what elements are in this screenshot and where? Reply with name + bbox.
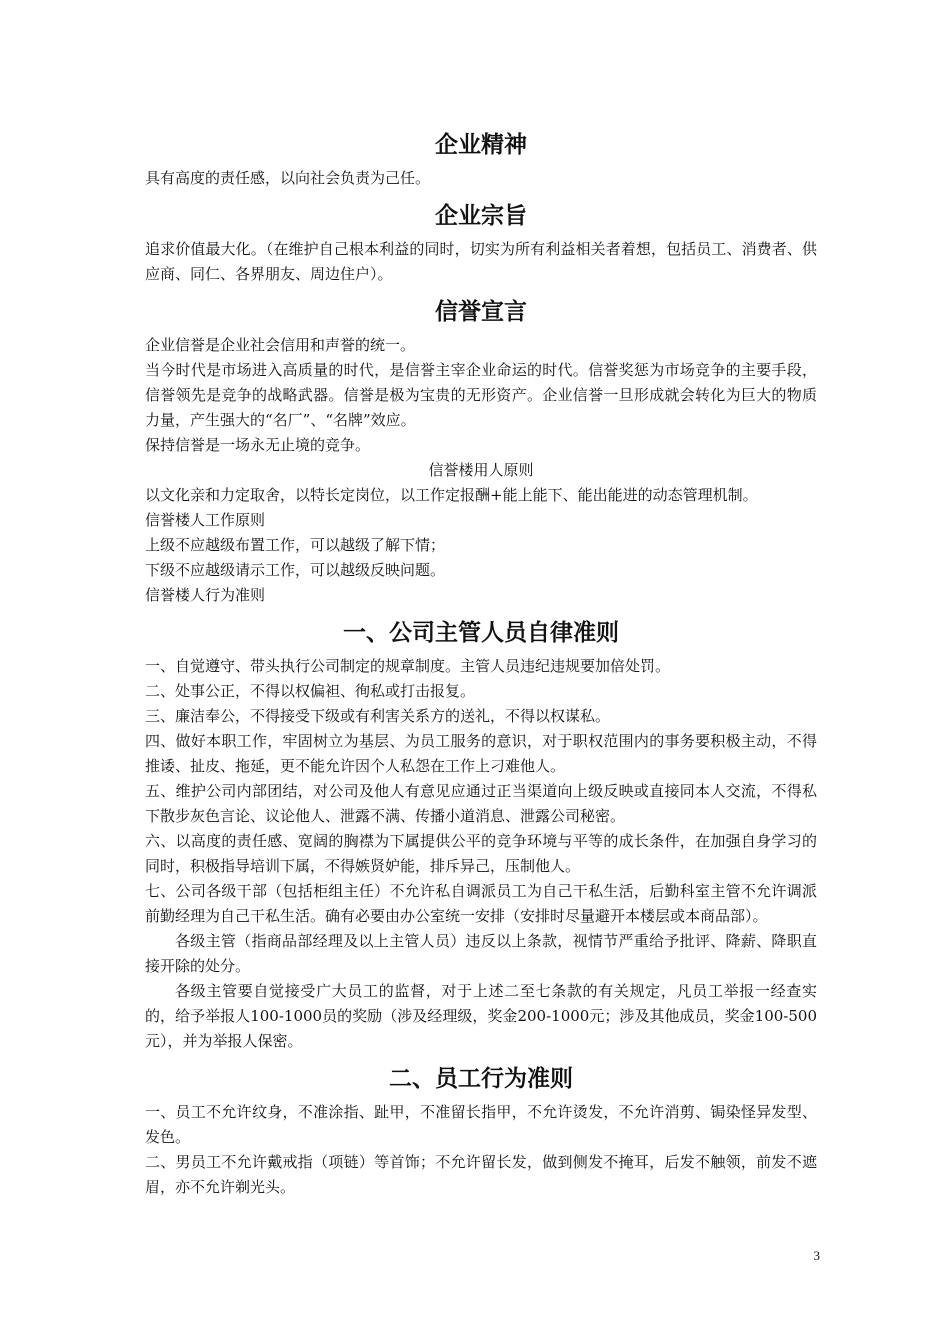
list-item: 五、维护公司内部团结，对公司及他人有意见应通过正当渠道向上级反映或直接同本人交流，不得私下散步灰色言论、议论他人、泄露不满、传播小道消息、泄露公司秘密。 <box>145 782 817 825</box>
subheading-work-principle: 信誉楼人工作原则 <box>145 511 266 529</box>
heading-section-1: 一、公司主管人员自律准则 <box>343 620 619 646</box>
heading-enterprise-purpose: 企业宗旨 <box>435 203 527 229</box>
paragraph-spirit: 具有高度的责任感，以向社会负责为己任。 <box>145 169 431 187</box>
list-item: 三、廉洁奉公，不得接受下级或有利害关系方的送礼，不得以权谋私。 <box>145 707 611 725</box>
list-item: 一、员工不允许纹身，不准涂指、趾甲，不准留长指甲，不允许烫发，不允许消剪、锔染怪异发型、发色。 <box>145 1103 817 1146</box>
paragraph-penalty-note: 各级主管（指商品部经理及以上主管人员）违反以上条款，视情节严重给予批评、降薪、降职直接开除的处分。 <box>145 932 817 975</box>
paragraph-work-2: 下级不应越级请示工作，可以越级反映问题。 <box>145 561 446 579</box>
list-item: 四、做好本职工作，牢固树立为基层、为员工服务的意识，对于职权范围内的事务要积极主动，不得推诿、扯皮、拖延，更不能允许因个人私怨在工作上刁难他人。 <box>145 732 817 775</box>
list-item: 一、自觉遵守、带头执行公司制定的规章制度。主管人员违纪违规要加倍处罚。 <box>145 657 671 675</box>
paragraph-credit-3: 保持信誉是一场永无止境的竞争。 <box>145 436 371 454</box>
heading-credit-declaration: 信誉宣言 <box>435 299 527 325</box>
page-number: 3 <box>813 1248 820 1263</box>
paragraph-work-1: 上级不应越级布置工作，可以越级了解下情； <box>145 536 446 554</box>
paragraph-purpose: 追求价值最大化。（在维护自己根本利益的同时，切实为所有利益相关者着想，包括员工、消费者、供应商、同仁、各界朋友、周边住户）。 <box>145 240 817 283</box>
heading-enterprise-spirit: 企业精神 <box>435 132 527 158</box>
list-item: 二、处事公正，不得以权偏袒、徇私或打击报复。 <box>145 682 476 700</box>
subheading-hiring-principle: 信誉楼用人原则 <box>428 461 534 479</box>
list-item: 二、男员工不允许戴戒指（项链）等首饰；不允许留长发，做到侧发不掩耳，后发不触领，前发不遮眉，亦不允许剃光头。 <box>145 1153 817 1196</box>
paragraph-supervision-note: 各级主管要自觉接受广大员工的监督，对于上述二至七条款的有关规定，凡员工举报一经查实的，给予举报人100-1000员的奖励（涉及经理级，奖金200-1000元；涉及其他成员，奖金100-500元），并为举报人保密。 <box>145 982 817 1050</box>
page-content <box>145 128 817 1200</box>
paragraph-credit-2: 当今时代是市场进入高质量的时代，是信誉主宰企业命运的时代。信誉奖惩为市场竞争的主要手段，信誉领先是竞争的战略武器。信誉是极为宝贵的无形资产。企业信誉一旦形成就会转化为巨大的物质力量，产生强大的“名厂”、“名牌”效应。 <box>145 361 817 429</box>
paragraph-hiring: 以文化亲和力定取舍，以特长定岗位，以工作定报酬+能上能下、能出能进的动态管理机制。 <box>145 486 758 504</box>
paragraph-credit-1: 企业信誉是企业社会信用和声誉的统一。 <box>145 336 416 354</box>
heading-section-2: 二、员工行为准则 <box>389 1066 573 1092</box>
subheading-behavior-code: 信誉楼人行为准则 <box>145 586 266 604</box>
list-item: 七、公司各级干部（包括柜组主任）不允许私自调派员工为自己干私生活，后勤科室主管不允许调派前勤经理为自己干私生活。确有必要由办公室统一安排（安排时尽量避开本楼层或本商品部）。 <box>145 882 817 925</box>
list-item: 六、以高度的责任感、宽阔的胸襟为下属提供公平的竞争环境与平等的成长条件，在加强自身学习的同时，积极指导培训下属，不得嫉贤妒能，排斥异己，压制他人。 <box>145 832 817 875</box>
